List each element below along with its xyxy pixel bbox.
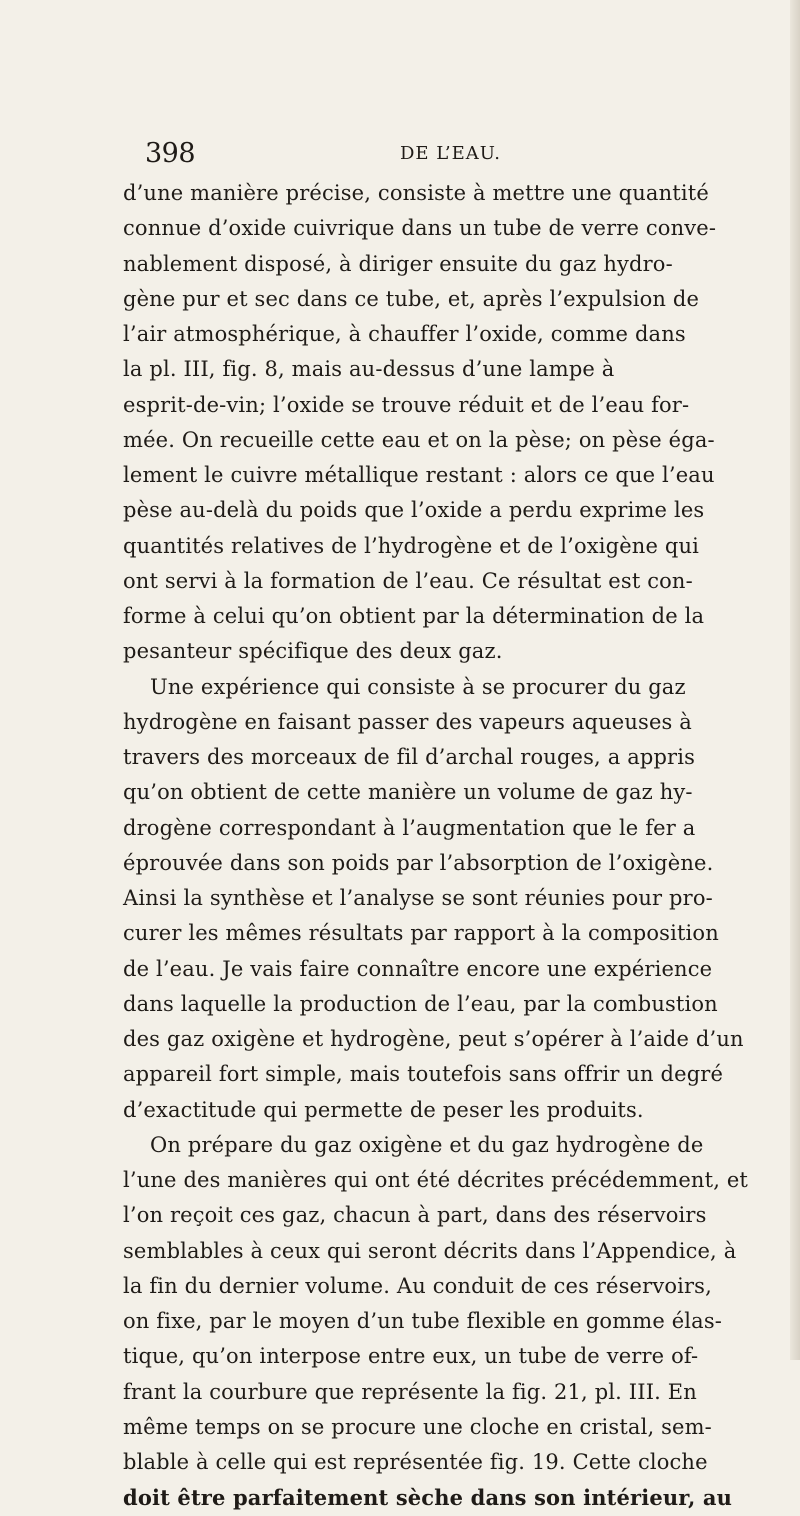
text-line-10: pèse au-delà du poids que l’oxide a perdu exprime les	[123, 498, 705, 523]
text-line-11: quantités relatives de l’hydrogène et de l’oxigène qui	[123, 533, 700, 558]
body-text	[123, 176, 775, 1516]
text-line-8: mée. On recueille cette eau et on la pèse; on pèse éga-	[123, 427, 715, 452]
text-line-1: d’une manière précise, consiste à mettre une quantité	[123, 181, 709, 205]
running-header	[145, 138, 660, 170]
text-line-28: On prépare du gaz oxigène et du gaz hydrogène de	[150, 1132, 704, 1157]
text-line-6: la pl. III, fig. 8, mais au-dessus d’une lampe à	[123, 357, 615, 382]
text-line-35: frant la courbure que représente la fig. 21, pl. III. En	[123, 1379, 697, 1404]
text-line-2: connue d’oxide cuivrique dans un tube de verre conve-	[123, 216, 717, 241]
text-line-14: pesanteur spécifique des deux gaz.	[123, 639, 503, 664]
text-line-29: l’une des manières qui ont été décrites précédemment, et	[123, 1168, 749, 1192]
text-line-9: lement le cuivre métallique restant : alors ce que l’eau	[123, 463, 715, 487]
text-line-3: nablement disposé, à diriger ensuite du gaz hydro-	[123, 251, 673, 276]
text-line-30: l’on reçoit ces gaz, chacun à part, dans des réservoirs	[123, 1203, 707, 1228]
text-line-27: d’exactitude qui permette de peser les produits.	[123, 1097, 644, 1122]
page-number: 398	[145, 138, 196, 169]
text-line-12: ont servi à la formation de l’eau. Ce résultat est con-	[123, 568, 693, 593]
text-line-31: semblables à ceux qui seront décrits dans l’Appendice, à	[123, 1238, 737, 1263]
text-line-24: dans laquelle la production de l’eau, par la combustion	[123, 991, 718, 1016]
running-title: DE L’EAU.	[400, 143, 502, 164]
text-line-20: éprouvée dans son poids par l’absorption de l’oxigène.	[123, 850, 714, 875]
text-line-38: doit être parfaitement sèche dans son intérieur, au	[123, 1485, 733, 1511]
text-line-22: curer les mêmes résultats par rapport à la composition	[123, 921, 719, 946]
text-line-16: hydrogène en faisant passer des vapeurs aqueuses à	[123, 709, 692, 734]
text-line-32: la fin du dernier volume. Au conduit de ces réservoirs,	[123, 1273, 712, 1298]
text-line-18: qu’on obtient de cette manière un volume de gaz hy-	[123, 780, 693, 805]
text-line-23: de l’eau. Je vais faire connaître encore une expérience	[123, 956, 713, 981]
text-line-37: blable à celle qui est représentée fig. 19. Cette cloche	[123, 1450, 708, 1474]
text-line-25: des gaz oxigène et hydrogène, peut s’opérer à l’aide d’un	[123, 1027, 744, 1051]
text-line-34: tique, qu’on interpose entre eux, un tube de verre of-	[123, 1344, 699, 1369]
text-line-36: même temps on se procure une cloche en cristal, sem-	[123, 1414, 712, 1439]
text-line-13: forme à celui qu’on obtient par la détermination de la	[123, 604, 705, 628]
text-line-26: appareil fort simple, mais toutefois sans offrir un degré	[123, 1062, 724, 1087]
text-line-5: l’air atmosphérique, à chauffer l’oxide, comme dans	[123, 322, 686, 346]
text-line-21: Ainsi la synthèse et l’analyse se sont réunies pour pro-	[123, 886, 713, 910]
text-line-7: esprit-de-vin; l’oxide se trouve réduit et de l’eau for-	[123, 392, 690, 417]
text-line-15: Une expérience qui consiste à se procurer du gaz	[150, 674, 686, 699]
text-line-33: on fixe, par le moyen d’un tube flexible en gomme élas-	[123, 1309, 723, 1333]
text-line-19: drogène correspondant à l’augmentation que le fer a	[123, 815, 696, 840]
text-line-4: gène pur et sec dans ce tube, et, après l’expulsion de	[123, 286, 700, 311]
text-line-17: travers des morceaux de fil d’archal rouges, a appris	[123, 745, 696, 769]
page-edge	[790, 0, 800, 1360]
